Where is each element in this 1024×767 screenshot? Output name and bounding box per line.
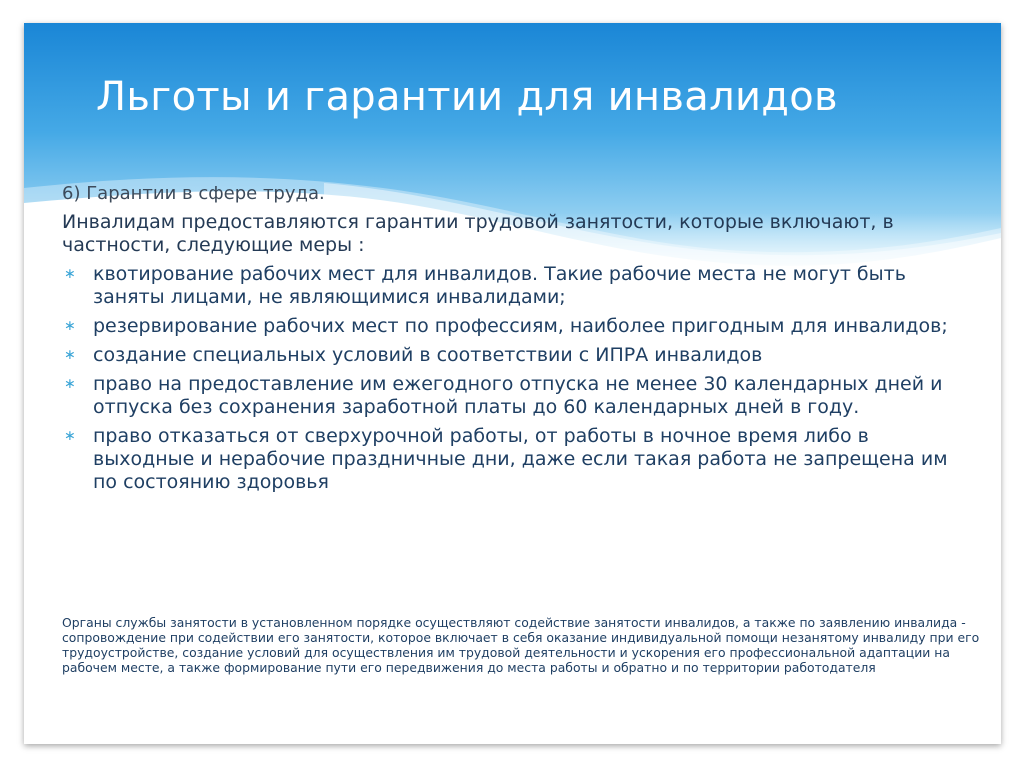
slide-content [62,183,972,500]
list-item-text: квотирование рабочих мест для инвалидов. Такие рабочие места не могут быть заняты лицами, не являющимися инвалидами; [93,263,906,308]
intro-paragraph: Инвалидам предоставляются гарантии трудовой занятости, которые включают, в частности, следующие меры : [62,211,894,256]
bullet-list [62,263,972,494]
list-item [62,373,972,419]
list-item-text: право отказаться от сверхурочной работы, от работы в ночное время либо в выходные и нерабочие праздничные дни, даже если такая работа не запрещена им по состоянию здоровья [93,425,948,493]
asterisk-bullet-icon: ∗ [64,347,76,363]
asterisk-bullet-icon: ∗ [64,428,76,444]
list-item-text: создание специальных условий в соответствии с ИПРА инвалидов [93,344,763,366]
asterisk-bullet-icon: ∗ [64,318,76,334]
footer-note: Органы службы занятости в установленном порядке осуществляют содействие занятости инвалидов, а также по заявлению инвалида - сопровождение при содействии его занятости, которое включает в себя оказание индивидуальной помощи незанятому инвалиду при его трудоустройстве, создание условий для осуществления им трудовой деятельности и ускорения его профессиональной адаптации на рабочем месте, а также формирование пути его передвижения до места работы и обратно и по территории работодателя [62,615,980,675]
asterisk-bullet-icon: ∗ [64,266,76,282]
list-item [62,263,972,309]
list-item-text: право на предоставление им ежегодного отпуска не менее 30 календарных дней и отпуска без сохранения заработной платы до 60 календарных дней в году. [93,373,943,418]
asterisk-bullet-icon: ∗ [64,376,76,392]
list-item [62,425,972,494]
slide [24,23,1001,744]
list-item [62,315,972,338]
slide-title: Льготы и гарантии для инвалидов [96,74,838,120]
list-item-text: резервирование рабочих мест по профессиям, наиболее пригодным для инвалидов; [93,315,948,337]
section-label: 6) Гарантии в сфере труда. [62,183,325,204]
list-item [62,344,972,367]
